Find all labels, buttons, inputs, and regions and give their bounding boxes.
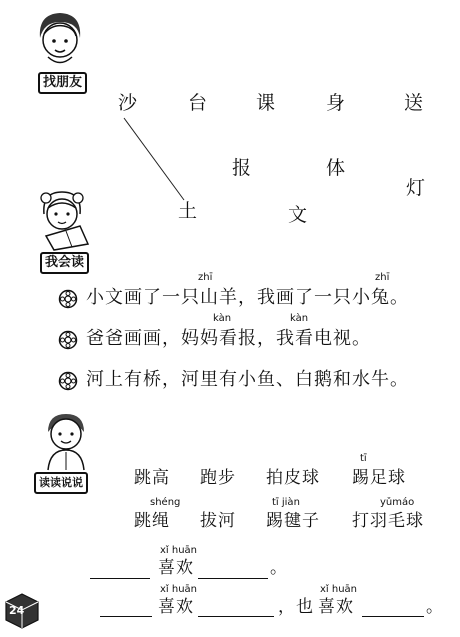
pinyin: xǐ huān [160, 584, 198, 595]
answer-blank[interactable] [90, 578, 150, 579]
pinyin: kàn [213, 313, 232, 324]
fill-punctuation: 。 [270, 558, 288, 578]
fill-word: 喜欢 [158, 558, 194, 578]
pinyin: xǐ huān [320, 584, 358, 595]
fill-word: 喜欢 [318, 597, 354, 617]
activity-word: 打羽毛球 [352, 511, 424, 531]
answer-blank[interactable] [198, 616, 274, 617]
match-char: 土 [178, 200, 198, 222]
fill-punctuation: 。 [426, 597, 444, 617]
pinyin: kàn [290, 313, 309, 324]
section-label-read-and-say: 读读说说 [34, 472, 88, 494]
page-number: 24 [9, 604, 25, 617]
pinyin: tī jiàn [272, 497, 300, 508]
match-char: 台 [188, 92, 208, 114]
sentence: 河上有桥，河里有小鱼、白鹅和水牛。 [86, 369, 409, 390]
flower-bullet-icon [58, 330, 78, 350]
activity-word: 跳高 [134, 468, 170, 488]
match-char: 体 [326, 157, 346, 179]
fill-word: 喜欢 [158, 597, 194, 617]
boy-speaking-icon [36, 410, 96, 472]
match-char: 灯 [406, 177, 426, 199]
sentence: 小文画了一只山羊，我画了一只小兔。 [86, 287, 409, 308]
activity-word: 拍皮球 [266, 468, 320, 488]
pinyin: zhī [198, 272, 213, 283]
pinyin: yǔmáo [380, 497, 415, 508]
answer-blank[interactable] [198, 578, 268, 579]
activity-word: 踢足球 [352, 468, 406, 488]
pinyin: zhī [375, 272, 390, 283]
pinyin: shéng [150, 497, 181, 508]
match-char: 沙 [118, 92, 138, 114]
section-label-find-friends: 找朋友 [38, 72, 87, 94]
match-char: 报 [232, 157, 252, 179]
activity-word: 跑步 [200, 468, 236, 488]
girl-reading-icon [36, 186, 94, 252]
activity-word: 拔河 [200, 511, 236, 531]
section-label-i-can-read: 我会读 [40, 252, 89, 274]
flower-bullet-icon [58, 289, 78, 309]
answer-blank[interactable] [362, 616, 424, 617]
flower-bullet-icon [58, 371, 78, 391]
match-char: 课 [256, 92, 276, 114]
activity-word: 踢毽子 [266, 511, 320, 531]
match-char: 送 [404, 92, 424, 114]
match-char: 文 [288, 204, 308, 226]
pinyin: tī [360, 453, 367, 464]
activity-word: 跳绳 [134, 511, 170, 531]
sentence: 爸爸画画，妈妈看报，我看电视。 [86, 328, 371, 349]
fill-word: ，也 [278, 597, 314, 617]
match-char: 身 [326, 92, 346, 114]
answer-blank[interactable] [100, 616, 152, 617]
pinyin: xǐ huān [160, 545, 198, 556]
